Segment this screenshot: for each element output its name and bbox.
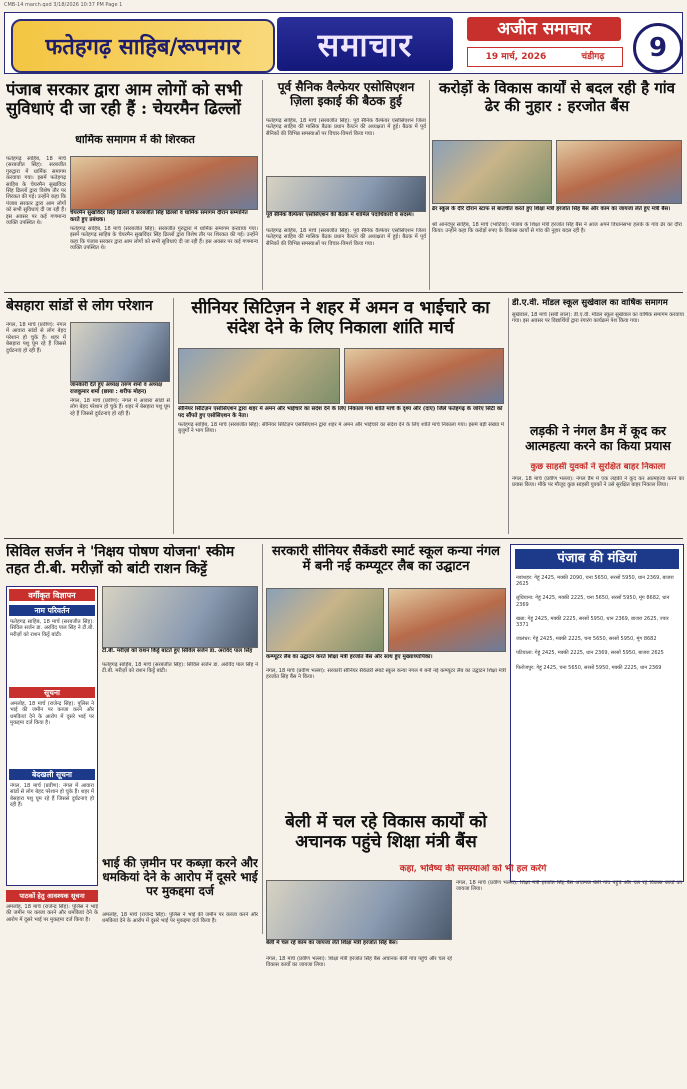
story3-photo-left — [432, 140, 552, 204]
story10-body: नंगल, 18 मार्च (प्रवीण भल्ला): शिक्षा मंत्री हरजोत सिंह बैंस अचानक बेली गांव पहुंचे और चल रहे विकास कार्यों का जायजा लिया। — [266, 956, 452, 969]
story8-caption: टी.बी. मरीज़ों को राशन किट्टें बांटते हुए सिविल सर्जन डा. अरविंद पाल सिंह — [102, 648, 253, 654]
story11-headline: भाई की ज़मीन पर कब्ज़ा करने और धमकियां देने के आरोप में दूसरे भाई पर मुकद्दमा दर्ज — [102, 856, 258, 899]
story5-caption: सीनियर सिटिज़न एसोसिएशन द्वारा शहर में अमन और भाईचारे का संदेश देने के लिए निकाला गया शांति मार्च के दृश्य और (दाएं) जिले फतेहगढ़ के जरिए सिटी को पद सौंपते हुए एसोसिएशन के नेता। — [178, 406, 503, 419]
section-divider — [4, 292, 683, 293]
issue-city: चंडीगढ़ — [581, 52, 605, 62]
mandi-row: नवांशहर: गेहूं 2425, मक्की 2090, चना 5650, सरसों 5950, धान 2369, बाजरा 2625 — [516, 575, 674, 588]
edition-banner — [11, 19, 275, 73]
rental-notice-label: पाठकों हेतु आवश्यक सूचना — [6, 890, 98, 902]
info-label: सूचना — [9, 687, 95, 698]
story9-headline: सरकारी सीनियर सैकेंडरी स्मार्ट स्कूल कन्या नंगल में बनी नई कम्प्यूटर लैब का उद्घाटन — [272, 544, 500, 575]
column-rule — [508, 298, 509, 534]
rental-notice-text: अमलोह, 18 मार्च (राजेन्द्र सिंह): पुलिस ने भाई की जमीन पर कब्जा करने और धमकियां देने के आरोप में दूसरे भाई पर मुकद्दमा दर्ज किया है। — [6, 904, 98, 923]
mandi-title: पंजाब की मंडियां — [515, 549, 679, 569]
mandi-row: पटियाला: गेहूं 2425, मक्की 2225, धान 2369, सरसों 5950, बाजरा 2625 — [516, 650, 664, 657]
story5-photo-1 — [178, 348, 340, 404]
mandi-row: जालंधर: गेहूं 2425, मक्की 2225, चना 5650, सरसों 5950, मूंग 8682 — [516, 636, 657, 643]
newspaper-brand: अजीत समाचार — [467, 17, 621, 41]
story2-photo — [266, 176, 426, 212]
story7-subhead: कुछ साहसी युवकों ने सुरक्षित बाहर निकाला — [530, 462, 666, 472]
info-text: अमलोह, 18 मार्च (राजेन्द्र सिंह): पुलिस ने भाई की जमीन पर कब्जा करने और धमकियां देने के आरोप में दूसरे भाई पर मुकद्दमा दर्ज किया है। — [10, 701, 94, 727]
name-change-label: नाम परिवर्तन — [9, 605, 95, 616]
story1-headline: पंजाब सरकार द्वारा आम लोगों को सभी सुविधाएं दी जा रही हैं : चेयरमैन ढिल्लों — [6, 80, 242, 119]
brand-block — [459, 17, 629, 71]
story1-body-col1: फतेहगढ़ साहिब, 18 मार्च (सरबजीत सिंह): सरबजीत गुरुद्वारा में धार्मिक समागम करवाया गया। इसमें फतेहगढ़ साहिब के चेयरमैन सुखविंदर सिंह ढिल्लों द्वारा विशेष तौर पर शिरकत की गई। उन्होंने कहा कि पंजाब सरकार द्वारा आम लोगों को सभी सुविधाएं दी जा रही हैं। इस अवसर पर कई गणमान्य व्यक्ति उपस्थित थे। — [6, 156, 66, 227]
section-banner — [277, 17, 453, 71]
story9-body: नंगल, 18 मार्च (प्रवीण भल्ला): सरकारी सीनियर सैकेंडरी स्मार्ट स्कूल कन्या नंगल में बनी नई कम्प्यूटर लैब का उद्घाटन शिक्षा मंत्री हरजोत सिंह बैंस ने किया। — [266, 668, 506, 681]
story9-photo-1 — [266, 588, 384, 652]
mandi-list — [516, 575, 678, 875]
story6-body: सुखेवाल, 18 मार्च (सबी लाल): डी.ए.वी. मॉडल स्कूल सुखेवाल का वार्षिक समागम करवाया गया। इस अवसर पर विद्यार्थियों द्वारा रंगारंग कार्यक्रम पेश किया गया। — [512, 312, 684, 325]
mandi-row: लुधियाना: गेहूं 2425, मक्की 2225, चना 5650, सरसों 5950, मूंग 8682, धान 2369 — [516, 595, 670, 608]
story4-photo — [70, 322, 170, 382]
story1-photo — [70, 156, 258, 210]
story8-body: फतेहगढ़ साहिब, 18 मार्च (सरबजीत सिंह): सिविल सर्जन डा. अरविंद पाल सिंह ने टी.बी. मरीज़ों को राशन किट्टें बांटी। — [102, 662, 258, 675]
unclaimed-label: बेदखली सूचना — [9, 769, 95, 780]
mandi-row: फिरोजपुर: गेहूं 2425, चना 5650, सरसों 5950, मक्की 2225, धान 2369 — [516, 664, 662, 671]
unclaimed-text: नंगल, 18 मार्च (प्रवीण): नंगल में आवारा सांडों से लोग बेहद परेशान हो चुके हैं। शहर में बेसहारा पशु घूम रहे हैं जिससे दुर्घटनाएं हो रही हैं। — [10, 783, 94, 809]
issue-date: 19 मार्च, 2026 — [485, 52, 547, 62]
print-slug: CMB-14 march.qxd 3/18/2026 10:37 PM Page 1 — [4, 2, 123, 8]
story5-body: फतेहगढ़ साहिब, 18 मार्च (सरबजीत सिंह): सीनियर सिटिज़न एसोसिएशन द्वारा शहर में अमन और भाईचारे का संदेश देने के लिए शांति मार्च निकाला गया। इसमें बड़ी संख्या में बुजुर्गों ने भाग लिया। — [178, 422, 504, 435]
story10-body-cont: नंगल, 18 मार्च (प्रवीण भल्ला): शिक्षा मंत्री हरजोत सिंह बैंस अचानक बेली गांव पहुंचे और चल रहे विकास कार्यों का जायजा लिया। — [456, 880, 682, 893]
edition-title: फतेहगढ़ साहिब/रूपनगर — [45, 34, 241, 60]
story5-headline: सीनियर सिटिज़न ने शहर में अमन व भाईचारे का संदेश देने के लिए निकाला शांति मार्च — [191, 298, 490, 339]
story8-headline: सिविल सर्जन ने 'निक्षय पोषण योजना' स्कीम तहत टी.बी. मरीज़ों को बांटी राशन किट्टें — [6, 544, 235, 577]
story2-headline: पूर्व सैनिक वैल्फेयर एसोसिएशन ज़िला इकाई की बैठक हुई — [277, 80, 415, 109]
story5-photo-2 — [344, 348, 504, 404]
page-number: 9 — [633, 23, 683, 73]
section-divider — [4, 538, 683, 539]
story7-headline: लड़की ने नंगल डैम में कूद कर आत्महत्या करने का किया प्रयास — [525, 424, 671, 453]
story8-photo — [102, 586, 258, 648]
masthead — [4, 12, 683, 74]
story3-caption: ढेर स्कूल के दौरे दौरान स्टाफ से बातचीत करते हुए शिक्षा मंत्री हरजोत सिंह बैंस और काम का जायजा लेते हुए मंत्री बैंस। — [432, 206, 671, 212]
story10-headline: बेली में चल रहे विकास कार्यों को अचानक पहुंचे शिक्षा मंत्री बैंस — [285, 812, 487, 853]
story4-body: नंगल, 18 मार्च (प्रवीण): नंगल में आवारा सांडों से लोग बेहद परेशान हो चुके हैं। शहर में बेसहारा पशु घूम रहे हैं जिससे दुर्घटनाएं हो रही हैं। — [6, 322, 66, 354]
story1-body-col2: फतेहगढ़ साहिब, 18 मार्च (सरबजीत सिंह): सरबजीत गुरुद्वारा में धार्मिक समागम करवाया गया। इसमें फतेहगढ़ साहिब के चेयरमैन सुखविंदर सिंह ढिल्लों द्वारा विशेष तौर पर शिरकत की गई। उन्होंने कहा कि पंजाब सरकार द्वारा आम लोगों को सभी सुविधाएं दी जा रही हैं। इस अवसर पर कई गणमान्य व्यक्ति उपस्थित थे। — [70, 226, 258, 252]
story9-photo-2 — [388, 588, 506, 652]
story1-caption: चेयरमैन सुखविंदर सिंह ढिल्लों व सरबजीत सिंह ढिल्लों व धार्मिक समागम दौरान सम्मानित करते हुए प्रबंधक। — [70, 210, 248, 223]
column-rule — [173, 298, 174, 534]
story9-caption: कम्प्यूटर लैब का उद्घाटन करते शिक्षा मंत्री हरजोत बैंस और साथ हुए मुख्याध्यापिका। — [266, 654, 433, 660]
story2-body-cont: फतेहगढ़ साहिब, 18 मार्च (सरबजीत सिंह): पूर्व सैनिक वैल्फेयर एसोसिएशन जिला फतेहगढ़ साहिब की मासिक बैठक प्रधान कैप्टन की अध्यक्षता में हुई। बैठक में पूर्व सैनिकों की विभिन्न समस्याओं पर विचार-विमर्श किया गया। — [266, 228, 426, 247]
story1-subhead: धार्मिक समागम में की शिरकत — [75, 134, 195, 146]
story11-body: अमलोह, 18 मार्च (राजेन्द्र सिंह): पुलिस ने भाई की जमीन पर कब्जा करने और धमकियां देने के आरोप में दूसरे भाई पर मुकद्दमा दर्ज किया है। — [102, 912, 258, 925]
story6-headline: डी.ए.वी. मॉडल स्कूल सुखेवाल का वार्षिक समागम — [512, 298, 668, 308]
story3-headline: करोड़ों के विकास कार्यों से बदल रही है गांव ढेर की नुहार : हरजोत बैंस — [439, 80, 675, 115]
mandi-row: खन्ना: गेहूं 2425, मक्की 2225, सरसों 5950, धान 2369, बाजरा 2625, ज्वार 3371 — [516, 615, 669, 629]
story3-photo-right — [556, 140, 682, 204]
story7-body: नंगल, 18 मार्च (प्रवीण भल्ला): नंगल डैम में एक लड़की ने कूद कर आत्महत्या करने का प्रयास किया। मौके पर मौजूद कुछ साहसी युवकों ने उसे सुरक्षित बाहर निकाल लिया। — [512, 476, 684, 489]
name-change-text: फतेहगढ़ साहिब, 18 मार्च (सरबजीत सिंह): सिविल सर्जन डा. अरविंद पाल सिंह ने टी.बी. मरीज़ों को राशन किट्टें बांटी। — [10, 619, 94, 638]
story3-body: श्री आनंदपुर साहिब, 18 मार्च (भाटिया): पंजाब के शिक्षा मंत्री हरजोत सिंह बैंस ने आज अपने विधानसभा हलके के गांव ढेर का दौरा किया। उन्होंने कहा कि करोड़ों रुपए के विकास कार्यों से गांव की नुहार बदल रही है। — [432, 222, 682, 235]
column-rule — [429, 80, 430, 290]
story10-subhead: कहा, भविष्य की समस्याओं को भी हल करेंगे — [399, 864, 547, 874]
classified-column — [6, 586, 98, 886]
story10-photo — [266, 880, 452, 940]
story10-caption: बेली में चल रहे काम का जायजा लेते शिक्षा मंत्री हरजोत सिंह बैंस। — [266, 940, 398, 946]
section-title: समाचार — [317, 25, 413, 64]
story4-body-cont: नंगल, 18 मार्च (प्रवीण): नंगल में आवारा सांडों से लोग बेहद परेशान हो चुके हैं। शहर में बेसहारा पशु घूम रहे हैं जिससे दुर्घटनाएं हो रही हैं। — [70, 398, 170, 417]
story4-headline: बेसहारा सांडों से लोग परेशान — [6, 298, 153, 314]
column-rule — [262, 80, 263, 290]
dateline — [467, 47, 623, 67]
mandi-box — [510, 544, 684, 882]
classified-label: वर्गीकृत विज्ञापन — [9, 589, 95, 601]
story4-caption: जानकारी देते हुए अध्यक्ष तरुण शर्मा व अध्यक्ष राजकुमार शर्मा (छाया : शरीफ मोहन) — [70, 382, 163, 395]
column-rule — [262, 544, 263, 934]
story2-body: फतेहगढ़ साहिब, 18 मार्च (सरबजीत सिंह): पूर्व सैनिक वैल्फेयर एसोसिएशन जिला फतेहगढ़ साहिब की मासिक बैठक प्रधान कैप्टन की अध्यक्षता में हुई। बैठक में पूर्व सैनिकों की विभिन्न समस्याओं पर विचार-विमर्श किया गया। — [266, 118, 426, 137]
story2-caption: पूर्व सैनिक वैल्फेयर एसोसिएशन की बैठक में शामिल पदाधिकारी व सदस्य। — [266, 212, 414, 218]
